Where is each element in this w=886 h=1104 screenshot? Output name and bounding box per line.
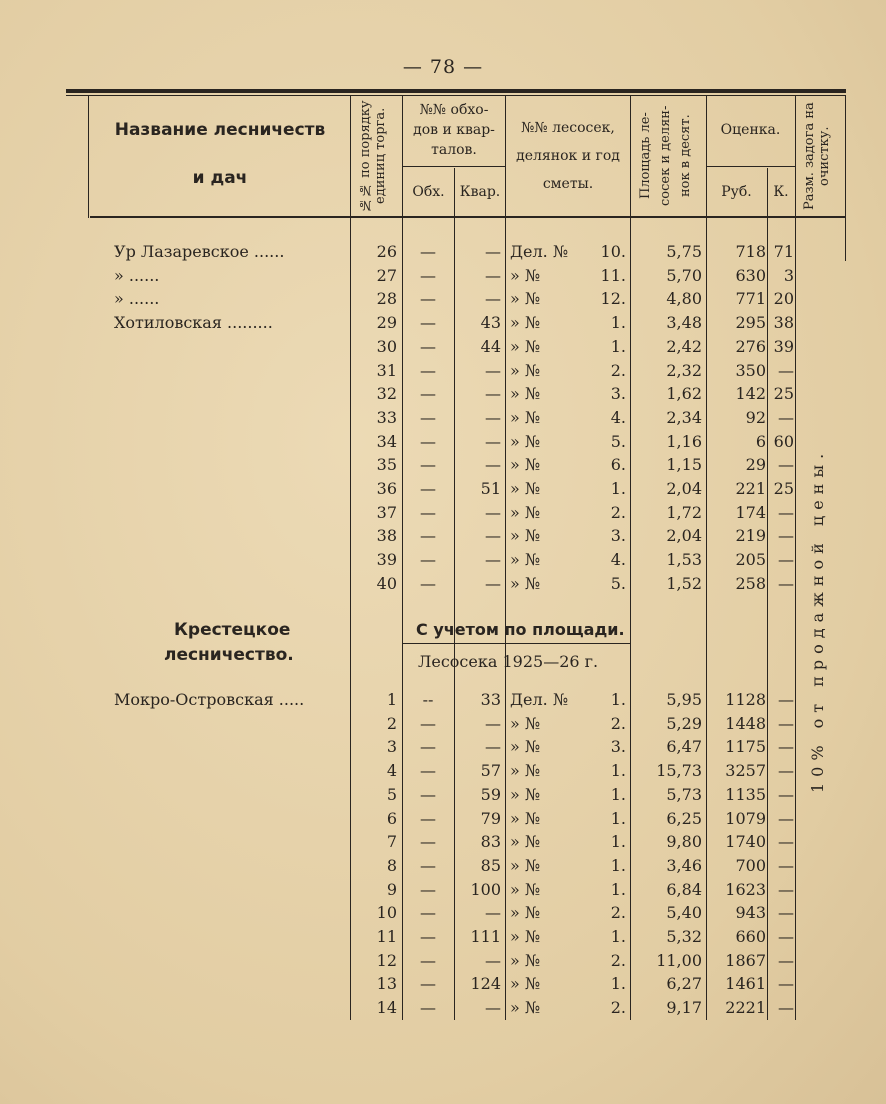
cell-kop: 39 [773,336,794,356]
cell-num: 33 [376,407,397,427]
cell-obh: — [420,879,436,899]
cell-rub: 350 [735,360,766,380]
cell-area: 1,52 [666,573,702,593]
cell-kop: — [778,855,794,875]
cell-area: 5,70 [666,265,702,285]
cell-area: 2,04 [666,479,702,498]
cell-kop: 25 [773,384,794,404]
cell-rub: 29 [745,455,766,475]
table-row [0,901,886,925]
cell-area: 6,47 [666,737,702,757]
cell-num: 36 [376,479,397,498]
cell-num: 32 [376,384,397,404]
cell-rub: 1867 [725,950,766,970]
cell-dno: 1. [610,974,626,994]
cell-area: 15,73 [656,761,702,781]
cell-kv: — [485,242,501,261]
cell-kv: — [485,998,501,1018]
cell-dno: 2. [610,360,626,380]
cell-area: 5,29 [666,713,702,733]
cell-area: 2,32 [666,360,702,380]
cell-obh: — [420,479,436,498]
cell-area: 4,80 [666,289,702,309]
cell-area: 6,27 [666,974,702,994]
cell-num: 12 [376,950,397,970]
section-2-title-line1: Крестецкое [174,620,291,640]
header-rub: Руб. [721,184,752,200]
cell-area: 3,46 [666,855,702,875]
cell-del: » № [510,737,541,757]
cell-num: 9 [386,879,397,899]
cell-kv: — [485,289,501,309]
cell-dno: 1. [610,832,626,852]
cell-area: 5,40 [666,903,702,923]
header-obhod-kvartal: №№ обхо- дов и квар- талов. [413,102,495,158]
cell-kv: — [485,737,501,757]
table-row [0,311,886,335]
header-rule [90,216,846,218]
cell-num: 38 [376,526,397,546]
table-row [0,430,886,454]
cell-num: 37 [376,502,397,522]
cell-rub: 630 [735,265,766,285]
cell-dno: 1. [610,927,626,946]
table-row [0,878,886,902]
cell-rub: 1128 [725,690,766,709]
cell-name: » ...... [114,289,160,309]
table-row [0,830,886,854]
cell-kv: — [485,360,501,380]
cell-kop: 60 [773,431,794,451]
cell-rub: 1175 [725,737,766,757]
table-row [0,854,886,878]
cell-kv: 57 [480,761,501,781]
cell-obh: — [420,526,436,546]
cell-rub: 219 [735,526,766,546]
cell-area: 5,73 [666,784,702,804]
cell-rub: 718 [735,242,766,261]
table-row [0,382,886,406]
header-kvar: Квар. [459,184,501,200]
cell-num: 28 [376,289,397,309]
cell-obh: — [420,455,436,475]
cell-del: » № [510,455,541,475]
cell-rub: 205 [735,550,766,570]
cell-del: Дел. № [510,690,568,709]
cell-rub: 142 [735,384,766,404]
header-lot-number: №№ по порядку единиц торга. [358,100,388,212]
cell-num: 6 [386,808,397,828]
cell-num: 27 [376,265,397,285]
cell-obh: — [420,431,436,451]
cell-area: 9,17 [666,998,702,1018]
cell-name: » ...... [114,265,160,285]
cell-dno: 1. [610,479,626,498]
section-2-title-line2: лесничество. [164,645,294,665]
cell-del: » № [510,431,541,451]
cell-kop: — [778,808,794,828]
cell-obh: — [420,784,436,804]
cell-num: 34 [376,431,397,451]
cell-area: 1,62 [666,384,702,404]
deposit-note: 10% от продажной цены. [808,447,827,793]
cell-rub: 258 [735,573,766,593]
cell-num: 3 [386,737,397,757]
table-row [0,501,886,525]
cell-kop: — [778,713,794,733]
cell-rub: 221 [735,479,766,498]
cell-obh: — [420,737,436,757]
cell-obh: — [420,808,436,828]
cell-dno: 6. [610,455,626,475]
cell-kop: — [778,761,794,781]
header-obh: Обх. [412,184,445,200]
cell-area: 6,25 [666,808,702,828]
cell-dno: 10. [600,242,626,261]
cell-num: 10 [376,903,397,923]
cell-del: » № [510,313,541,333]
cell-obh: — [420,855,436,875]
cell-num: 4 [386,761,397,781]
cell-num: 30 [376,336,397,356]
cell-kv: 79 [480,808,501,828]
cell-rub: 1079 [725,808,766,828]
cell-kop: 38 [773,313,794,333]
cell-dno: 3. [610,737,626,757]
cell-num: 1 [386,690,397,709]
cell-del: » № [510,407,541,427]
cell-del: » № [510,974,541,994]
cell-num: 29 [376,313,397,333]
section-2-rule [402,643,630,644]
cell-kv: 44 [480,336,501,356]
cell-kv: — [485,265,501,285]
cell-obh: — [420,265,436,285]
cell-rub: 1740 [725,832,766,852]
table-row [0,359,886,383]
cell-num: 40 [376,573,397,593]
cell-area: 2,34 [666,407,702,427]
cell-obh: — [420,384,436,404]
page-number: — 78 — [402,56,484,78]
cell-num: 7 [386,832,397,852]
header-deposit: Разм. задога на очистку. [802,102,832,210]
table-row [0,807,886,831]
cell-num: 35 [376,455,397,475]
cell-del: » № [510,927,541,946]
cell-area: 1,72 [666,502,702,522]
table-row [0,996,886,1020]
cell-kv: 51 [480,479,501,498]
cell-obh: — [420,998,436,1018]
table-row [0,712,886,736]
table-row [0,783,886,807]
cell-dno: 1. [610,784,626,804]
header-area: Площадь ле- сосек и делян- нок в десят. [638,105,693,207]
cell-obh: — [420,903,436,923]
cell-del: » № [510,550,541,570]
cell-kop: — [778,573,794,593]
cell-num: 14 [376,998,397,1018]
cell-kv: 83 [480,832,501,852]
cell-area: 3,48 [666,313,702,333]
cell-area: 2,04 [666,526,702,546]
cell-kv: — [485,455,501,475]
cell-del: Дел. № [510,242,568,261]
table-row [0,453,886,477]
cell-del: » № [510,289,541,309]
table-row [0,972,886,996]
cell-dno: 1. [610,879,626,899]
table-row [0,406,886,430]
table-row [0,287,886,311]
cell-dno: 5. [610,573,626,593]
top-rule [66,89,846,93]
cell-rub: 3257 [725,761,766,781]
cell-kop: — [778,974,794,994]
cell-kop: — [778,502,794,522]
cell-area: 1,16 [666,431,702,451]
cell-rub: 276 [735,336,766,356]
cell-del: » № [510,360,541,380]
cell-kop: — [778,690,794,709]
cell-del: » № [510,336,541,356]
cell-area: 2,42 [666,336,702,356]
cell-kop: — [778,998,794,1018]
cell-del: » № [510,879,541,899]
cell-rub: 174 [735,502,766,522]
cell-kv: — [485,407,501,427]
cell-dno: 11. [600,265,626,285]
cell-rub: 6 [755,431,766,451]
cell-dno: 1. [610,313,626,333]
cell-dno: 2. [610,713,626,733]
cell-num: 39 [376,550,397,570]
cell-kv: — [485,550,501,570]
cell-kop: 71 [773,242,794,261]
cell-obh: — [420,550,436,570]
cell-kv: — [485,950,501,970]
cell-name: Хотиловская ......... [114,313,273,333]
section-2-note-year: Лесосека 1925—26 г. [418,652,599,671]
cell-rub: 1623 [725,879,766,899]
cell-del: » № [510,713,541,733]
table-row [0,524,886,548]
cell-kv: — [485,526,501,546]
cell-dno: 5. [610,431,626,451]
cell-dno: 1. [610,808,626,828]
cell-kv: 59 [480,784,501,804]
subheader-rule [706,166,795,167]
cell-obh: — [420,832,436,852]
cell-kv: 124 [470,974,501,994]
cell-dno: 2. [610,903,626,923]
cell-obh: — [420,761,436,781]
section-2-note-area: С учетом по площади. [416,620,625,639]
table-row [0,477,886,501]
cell-obh: — [420,573,436,593]
cell-rub: 1448 [725,713,766,733]
cell-dno: 3. [610,384,626,404]
cell-kop: — [778,360,794,380]
cell-kop: — [778,784,794,804]
cell-kv: 33 [480,690,501,709]
cell-dno: 4. [610,407,626,427]
cell-area: 5,95 [666,690,702,709]
cell-name: Мокро-Островская ..... [114,690,305,709]
cell-del: » № [510,950,541,970]
cell-dno: 2. [610,502,626,522]
cell-del: » № [510,784,541,804]
table-row [0,572,886,596]
cell-rub: 771 [735,289,766,309]
cell-kop: — [778,879,794,899]
cell-obh: — [420,313,436,333]
cell-del: » № [510,903,541,923]
cell-kop: 3 [783,265,794,285]
cell-obh: — [420,242,436,261]
cell-num: 31 [376,360,397,380]
header-name-line1: Название лесничеств [114,120,326,140]
cell-kv: — [485,502,501,522]
cell-kop: — [778,526,794,546]
header-ocenka: Оценка. [720,122,781,138]
cell-kv: 111 [470,927,501,946]
cell-dno: 1. [610,690,626,709]
cell-kv: — [485,903,501,923]
cell-kop: 25 [773,479,794,498]
cell-dno: 1. [610,855,626,875]
cell-del: » № [510,479,541,498]
table-row [0,925,886,949]
cell-rub: 1461 [725,974,766,994]
cell-num: 13 [376,974,397,994]
cell-area: 6,84 [666,879,702,899]
cell-area: 1,15 [666,455,702,475]
header-kop: К. [773,184,789,200]
cell-obh: -- [422,690,434,709]
cell-name: Ур Лазаревское ...... [114,242,285,261]
cell-obh: — [420,950,436,970]
table-row [0,735,886,759]
cell-del: » № [510,573,541,593]
cell-obh: — [420,289,436,309]
cell-kop: — [778,927,794,946]
cell-kop: 20 [773,289,794,309]
cell-kop: — [778,455,794,475]
cell-rub: 92 [745,407,766,427]
cell-dno: 3. [610,526,626,546]
cell-kv: — [485,431,501,451]
table-row [0,759,886,783]
cell-obh: — [420,360,436,380]
cell-kop: — [778,407,794,427]
cell-rub: 295 [735,313,766,333]
cell-del: » № [510,832,541,852]
cell-obh: — [420,502,436,522]
cell-del: » № [510,265,541,285]
cell-del: » № [510,526,541,546]
cell-area: 5,32 [666,927,702,946]
cell-kop: — [778,903,794,923]
table-row [0,264,886,288]
cell-rub: 700 [735,855,766,875]
cell-area: 1,53 [666,550,702,570]
subheader-rule [402,166,505,167]
header-name-line2: и дач [192,168,248,188]
table-row [0,335,886,359]
cell-rub: 1135 [725,784,766,804]
cell-kop: — [778,832,794,852]
cell-del: » № [510,998,541,1018]
cell-dno: 1. [610,336,626,356]
cell-kv: 100 [470,879,501,899]
cell-del: » № [510,502,541,522]
cell-del: » № [510,384,541,404]
cell-kop: — [778,737,794,757]
cell-dno: 2. [610,998,626,1018]
cell-del: » № [510,808,541,828]
cell-num: 26 [376,242,397,261]
table-row [0,949,886,973]
cell-obh: — [420,974,436,994]
cell-rub: 2221 [725,998,766,1018]
cell-del: » № [510,855,541,875]
cell-dno: 1. [610,761,626,781]
cell-obh: — [420,713,436,733]
cell-area: 5,75 [666,242,702,261]
cell-del: » № [510,761,541,781]
cell-dno: 12. [600,289,626,309]
cell-kv: — [485,384,501,404]
cell-num: 5 [386,784,397,804]
cell-area: 11,00 [656,950,702,970]
top-rule-thin [66,95,846,96]
cell-kv: 43 [480,313,501,333]
cell-kv: — [485,573,501,593]
cell-rub: 660 [735,927,766,946]
cell-kop: — [778,950,794,970]
cell-kv: 85 [480,855,501,875]
header-lesosek: №№ лесосек, делянок и год сметы. [516,120,620,192]
col-line [845,96,846,261]
cell-area: 9,80 [666,832,702,852]
cell-rub: 943 [735,903,766,923]
table-row [0,240,886,264]
cell-num: 2 [386,713,397,733]
cell-dno: 4. [610,550,626,570]
table-row [0,548,886,572]
table-row [0,688,886,712]
cell-num: 11 [376,927,397,946]
cell-obh: — [420,336,436,356]
cell-obh: — [420,927,436,946]
col-line [88,96,89,218]
cell-num: 8 [386,855,397,875]
cell-obh: — [420,407,436,427]
cell-kop: — [778,550,794,570]
cell-dno: 2. [610,950,626,970]
cell-kv: — [485,713,501,733]
